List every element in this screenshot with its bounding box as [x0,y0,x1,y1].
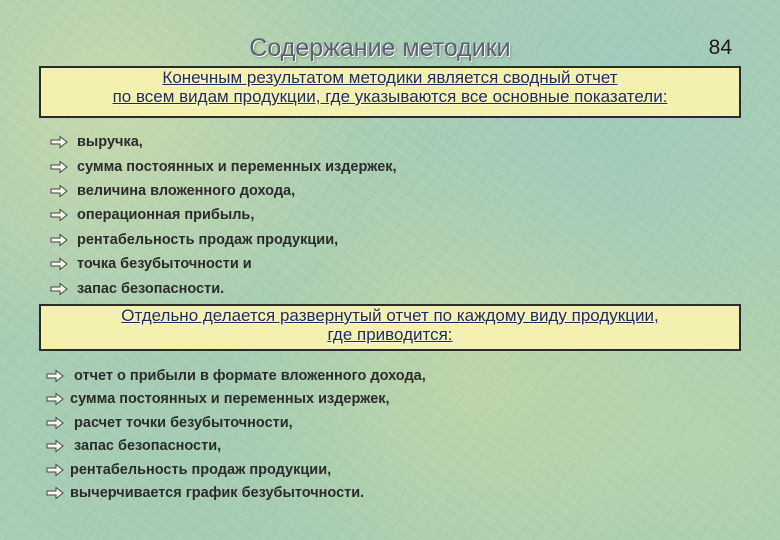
list-item [50,130,397,154]
list-item-text: величина вложенного дохода, [77,182,296,199]
list-item-text: операционная прибыль, [77,207,255,224]
arrow-outline-icon [50,184,68,198]
detail-box-line-1: Отдельно делается развернутый отчет по каждому виду продукции, [121,306,659,325]
list-item [46,364,426,388]
list-item [50,276,397,300]
list-item [46,458,426,482]
list-item [46,482,426,506]
arrow-outline-icon [46,416,64,430]
list-item [50,228,397,252]
detailed-report-list [46,364,426,505]
arrow-outline-icon [46,369,64,383]
list-item-text: запас безопасности. [77,280,225,297]
detailed-report-box [39,304,741,351]
summary-box-line-1: Конечным результатом методики является сводный отчет [162,68,618,87]
list-item [46,435,426,459]
list-item-text: сумма постоянных и переменных издержек, [70,391,390,408]
list-item-text: отчет о прибыли в формате вложенного дохода, [70,367,426,384]
summary-report-box [39,66,741,118]
arrow-outline-icon [50,135,68,149]
summary-indicators-list [50,130,397,301]
list-item-text: сумма постоянных и переменных издержек, [77,158,397,175]
arrow-outline-icon [50,282,68,296]
list-item-text: точка безубыточности и [77,256,252,273]
arrow-outline-icon [50,233,68,247]
list-item-text: выручка, [77,134,143,151]
detail-box-line-2: где приводится: [327,325,453,344]
page-number: 84 [708,36,732,59]
list-item-text: рентабельность продаж продукции, [77,231,339,248]
list-item [50,252,397,276]
list-item [46,411,426,435]
arrow-outline-icon [46,486,64,500]
arrow-outline-icon [46,392,64,406]
arrow-outline-icon [50,208,68,222]
list-item [50,179,397,203]
arrow-outline-icon [50,257,68,271]
arrow-outline-icon [46,463,64,477]
list-item-text: рентабельность продаж продукции, [70,461,332,478]
slide-title: Содержание методики [249,34,511,62]
list-item-text: расчет точки безубыточности, [70,414,293,431]
list-item [50,154,397,178]
list-item [50,203,397,227]
arrow-outline-icon [50,160,68,174]
list-item-text: запас безопасности, [70,438,222,455]
summary-box-line-2: по всем видам продукции, где указываются все основные показатели: [112,87,668,106]
list-item-text: вычерчивается график безубыточности. [70,485,365,502]
list-item [46,388,426,412]
arrow-outline-icon [46,439,64,453]
